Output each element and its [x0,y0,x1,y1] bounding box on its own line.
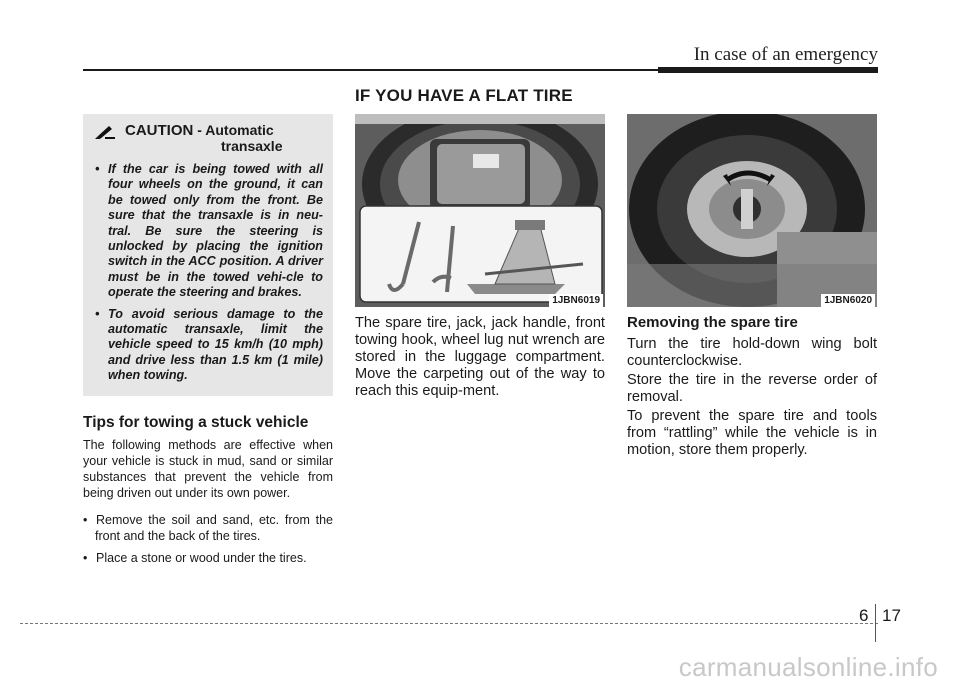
removing-paragraph-3: To prevent the spare tire and tools from “rattling” while the vehicle is in motion, store them properly. [627,408,877,458]
figure-label: 1JBN6020 [821,294,875,307]
chapter-number: 6 [859,606,869,625]
caution-item: • If the car is being towed with all four wheels on the ground, it can be towed only from the front. Be sure that the transaxle is in neu-tral. Be sure the steering is unlocked by placing the ignition switch in the ACC position. A driver must be in the towed vehi-cle to operate the steering and brakes. [95,162,323,300]
spare-tire-tools-illustration [355,114,605,307]
tips-list [83,512,333,572]
caution-subtitle: - Automatic [193,122,274,138]
caution-word: CAUTION [125,122,194,139]
figure-spare-tire-tools [355,114,605,307]
caution-box [83,114,333,396]
pencil-icon [95,125,115,139]
figure-spare-tire-bolt [627,114,877,307]
removing-paragraph-2: Store the tire in the reverse order of removal. [627,372,877,405]
section-title: IF YOU HAVE A FLAT TIRE [355,86,573,105]
footer-rule [20,623,878,624]
figure-label: 1JBN6019 [549,294,603,307]
removing-heading: Removing the spare tire [627,314,798,331]
tips-paragraph: The following methods are effective when your vehicle is stuck in mud, sand or similar substances that prevent the vehicle from being driven out under its own power. [83,438,333,500]
footer-divider [875,604,876,642]
bullet: • [95,306,100,321]
page-number: 17 [882,606,901,625]
header-rule-accent [658,67,878,73]
caution-subtitle-line2: transaxle [221,138,283,154]
tips-item: • Remove the soil and sand, etc. from the front and the back of the tires. [83,513,333,543]
caution-list [95,162,323,384]
middle-paragraph: The spare tire, jack, jack handle, front towing hook, wheel lug nut wrench are stored in the luggage compartment. Move the carpeting out of the way to reach this equip-ment. [355,315,605,399]
spare-tire-bolt-illustration [627,114,877,307]
watermark: carmanualsonline.info [678,652,938,682]
tips-item: • Place a stone or wood under the tires. [83,551,307,565]
chapter-header-title: In case of an emergency [693,44,878,65]
tips-heading: Tips for towing a stuck vehicle [83,414,309,431]
caution-item: • To avoid serious damage to the automatic transaxle, limit the vehicle speed to 15 km/h (10 mph) and drive less than 1.5 km (1 mile) when towing. [95,306,323,383]
removing-paragraph-1: Turn the tire hold-down wing bolt counterclockwise. [627,336,877,369]
bullet: • [95,162,100,176]
